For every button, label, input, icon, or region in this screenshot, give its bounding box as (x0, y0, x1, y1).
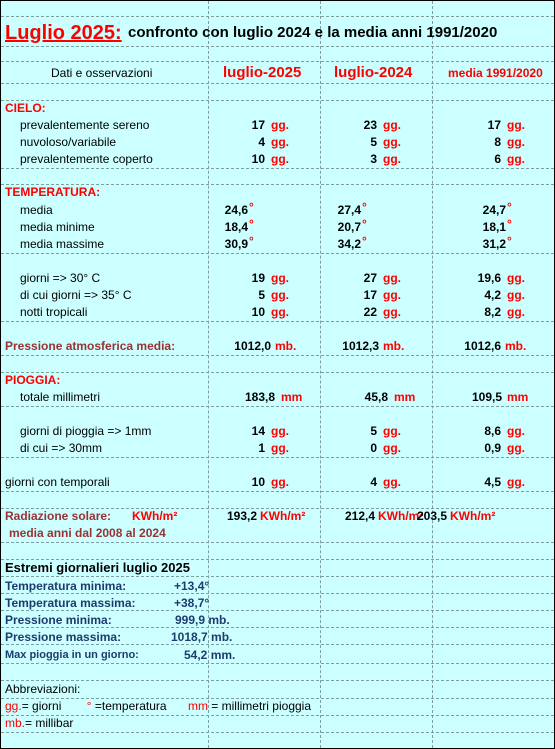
unit-deg: ° (362, 217, 367, 231)
radiazione-note: media anni dal 2008 al 2024 (9, 526, 166, 540)
unit-gg: gg. (271, 118, 289, 132)
unit-gg: gg. (383, 441, 401, 455)
legend-deg-text: =temperatura (94, 699, 167, 713)
value-media-2: 27,4 (337, 203, 361, 217)
legend-mm-symbol: mm (187, 699, 208, 713)
value-sereno-1: 17 (251, 118, 265, 132)
grid-row-line (1, 83, 554, 84)
section-temperatura: TEMPERATURA: (5, 185, 101, 199)
extreme-label: Max pioggia in un giorno: (5, 649, 139, 661)
row-label: giorni di pioggia => 1mm (20, 424, 152, 438)
legend-mm-text: = millimetri pioggia (211, 699, 311, 713)
grid-row-line (1, 253, 554, 254)
grid-row-line (1, 100, 554, 101)
unit-mm: mm (281, 390, 303, 404)
grid-row-line (1, 715, 554, 716)
value-giorni35-1: 5 (258, 288, 265, 302)
row-label: di cui giorni => 35° C (20, 288, 132, 302)
row-label: media minime (20, 220, 95, 234)
unit-kwh: KWh/m² (132, 509, 178, 523)
value-notti-1: 10 (251, 305, 265, 319)
value-massime-2: 34,2 (337, 237, 361, 251)
unit-gg: gg. (507, 152, 525, 166)
grid-row-line (1, 576, 554, 577)
legend-gg-text: = giorni (21, 699, 62, 713)
legend-deg-symbol: ° (86, 699, 92, 713)
unit-gg: gg. (271, 152, 289, 166)
value-radiazione-3: 203,5 (416, 509, 447, 523)
unit-mm: mm (394, 390, 416, 404)
unit-deg: ° (507, 217, 512, 231)
legend-line-1 (5, 698, 311, 714)
value-nuvoloso-2: 5 (370, 135, 377, 149)
legend-gg-symbol: gg. (5, 699, 22, 713)
value-totale-1: 183,8 (244, 390, 275, 404)
header-col-media: media 1991/2020 (448, 66, 543, 80)
unit-gg: gg. (507, 305, 525, 319)
unit-gg: gg. (383, 288, 401, 302)
grid-row-line (1, 406, 554, 407)
header-col-2025: luglio-2025 (223, 64, 302, 81)
unit-kwh: KWh/m² (450, 509, 496, 523)
unit-gg: gg. (271, 271, 289, 285)
value-sereno-2: 23 (363, 118, 377, 132)
unit-deg: ° (249, 200, 254, 214)
unit-deg: ° (507, 234, 512, 248)
value-coperto-1: 10 (251, 152, 265, 166)
value-radiazione-1: 193,2 (226, 509, 257, 523)
unit-gg: gg. (507, 424, 525, 438)
value-temporali-1: 10 (251, 475, 265, 489)
row-label: media massime (20, 237, 105, 251)
legend-mb-text: = millibar (25, 716, 74, 730)
unit-gg: gg. (383, 305, 401, 319)
value-notti-2: 22 (363, 305, 377, 319)
value-pressione-1: 1012,0 (234, 339, 271, 353)
unit-kwh: KWh/m² (378, 509, 424, 523)
value-coperto-3: 6 (494, 152, 501, 166)
grid-row-line (1, 663, 554, 664)
extreme-value: +13,4° (174, 579, 210, 593)
header-label: Dati e osservazioni (51, 66, 153, 80)
value-pressione-2: 1012,3 (342, 339, 379, 353)
extreme-value: 999,9 mb. (175, 613, 230, 627)
header-col-2024: luglio-2024 (334, 64, 413, 81)
value-pioggia1-1: 14 (251, 424, 265, 438)
value-radiazione-2: 212,4 (344, 509, 375, 523)
value-giorni35-2: 17 (363, 288, 377, 302)
row-label: notti tropicali (20, 305, 88, 319)
unit-mm: mm (507, 390, 529, 404)
grid-row-line (1, 680, 554, 681)
value-totale-3: 109,5 (471, 390, 502, 404)
unit-gg: gg. (383, 271, 401, 285)
extreme-label: Temperatura minima: (5, 579, 127, 593)
value-giorni35-3: 4,2 (484, 288, 501, 302)
grid-row-line (1, 16, 554, 17)
unit-gg: gg. (507, 441, 525, 455)
value-media-3: 24,7 (482, 203, 506, 217)
grid-row-line (1, 355, 554, 356)
row-label-radiazione: Radiazione solare: (5, 509, 112, 523)
grid-column-line (432, 1, 433, 748)
unit-deg: ° (362, 234, 367, 248)
value-pressione-3: 1012,6 (464, 339, 501, 353)
extremes-title: Estremi giornalieri luglio 2025 (5, 560, 190, 575)
unit-gg: gg. (271, 441, 289, 455)
value-pioggia1-3: 8,6 (484, 424, 501, 438)
unit-deg: ° (249, 234, 254, 248)
unit-gg: gg. (507, 475, 525, 489)
grid-row-line (1, 372, 554, 373)
unit-gg: gg. (271, 135, 289, 149)
unit-gg: gg. (271, 305, 289, 319)
value-giorni30-2: 27 (363, 271, 377, 285)
row-label: media (20, 203, 53, 217)
unit-gg: gg. (507, 135, 525, 149)
value-nuvoloso-3: 8 (494, 135, 501, 149)
unit-mb: mb. (505, 339, 527, 353)
grid-row-line (1, 732, 554, 733)
grid-row-line (1, 168, 554, 169)
extreme-value: 54,2 mm. (184, 648, 236, 662)
unit-gg: gg. (383, 152, 401, 166)
value-totale-2: 45,8 (364, 390, 388, 404)
unit-gg: gg. (507, 118, 525, 132)
value-giorni30-3: 19,6 (477, 271, 501, 285)
value-giorni30-1: 19 (251, 271, 265, 285)
unit-mb: mb. (383, 339, 405, 353)
extreme-label: Pressione minima: (5, 613, 112, 627)
value-nuvoloso-1: 4 (258, 135, 265, 149)
grid-row-line (1, 542, 554, 543)
unit-deg: ° (362, 200, 367, 214)
unit-gg: gg. (383, 118, 401, 132)
value-temporali-2: 4 (370, 475, 377, 489)
value-minime-3: 18,1 (482, 220, 506, 234)
grid-row-line (1, 457, 554, 458)
row-label: prevalentemente sereno (20, 118, 150, 132)
extreme-label: Pressione massima: (5, 630, 122, 644)
extreme-value: +38,7° (174, 596, 210, 610)
row-label: totale millimetri (20, 390, 101, 404)
section-pioggia: PIOGGIA: (5, 373, 61, 387)
extreme-value: 1018,7 mb. (171, 630, 233, 644)
value-minime-1: 18,4 (224, 220, 248, 234)
value-massime-1: 30,9 (224, 237, 248, 251)
row-label: prevalentemente coperto (20, 152, 153, 166)
value-pioggia30-1: 1 (258, 441, 265, 455)
title-month: Luglio 2025: (5, 22, 122, 44)
value-notti-3: 8,2 (484, 305, 501, 319)
grid-column-line (320, 1, 321, 748)
grid-row-line (1, 46, 554, 47)
unit-gg: gg. (271, 475, 289, 489)
unit-gg: gg. (383, 475, 401, 489)
unit-gg: gg. (507, 288, 525, 302)
value-minime-2: 20,7 (337, 220, 361, 234)
value-pioggia30-3: 0,9 (484, 441, 501, 455)
value-sereno-3: 17 (487, 118, 501, 132)
unit-gg: gg. (383, 135, 401, 149)
value-media-1: 24,6 (224, 203, 248, 217)
value-pioggia1-2: 5 (370, 424, 377, 438)
value-massime-3: 31,2 (482, 237, 506, 251)
grid-row-line (1, 61, 554, 62)
row-label: giorni con temporali (5, 475, 110, 489)
grid-row-line (1, 491, 554, 492)
unit-mb: mb. (275, 339, 297, 353)
unit-deg: ° (507, 200, 512, 214)
unit-gg: gg. (383, 424, 401, 438)
value-temporali-3: 4,5 (484, 475, 501, 489)
legend-mb-symbol: mb. (5, 716, 26, 730)
unit-gg: gg. (271, 424, 289, 438)
unit-deg: ° (249, 217, 254, 231)
row-label: nuvoloso/variabile (20, 135, 117, 149)
legend-line-2 (5, 715, 73, 731)
unit-gg: gg. (271, 288, 289, 302)
extreme-label: Temperatura massima: (5, 596, 136, 610)
value-pioggia30-2: 0 (370, 441, 377, 455)
row-label-pressione: Pressione atmosferica media: (5, 339, 176, 353)
grid-row-line (1, 321, 554, 322)
row-label: giorni => 30° C (20, 271, 101, 285)
legend-title: Abbreviazioni: (5, 682, 81, 696)
value-coperto-2: 3 (370, 152, 377, 166)
row-label: di cui => 30mm (20, 441, 103, 455)
section-cielo: CIELO: (5, 101, 46, 115)
unit-gg: gg. (507, 271, 525, 285)
title-subtitle: confronto con luglio 2024 e la media anni 1991/2020 (128, 24, 498, 41)
unit-kwh: KWh/m² (260, 509, 306, 523)
